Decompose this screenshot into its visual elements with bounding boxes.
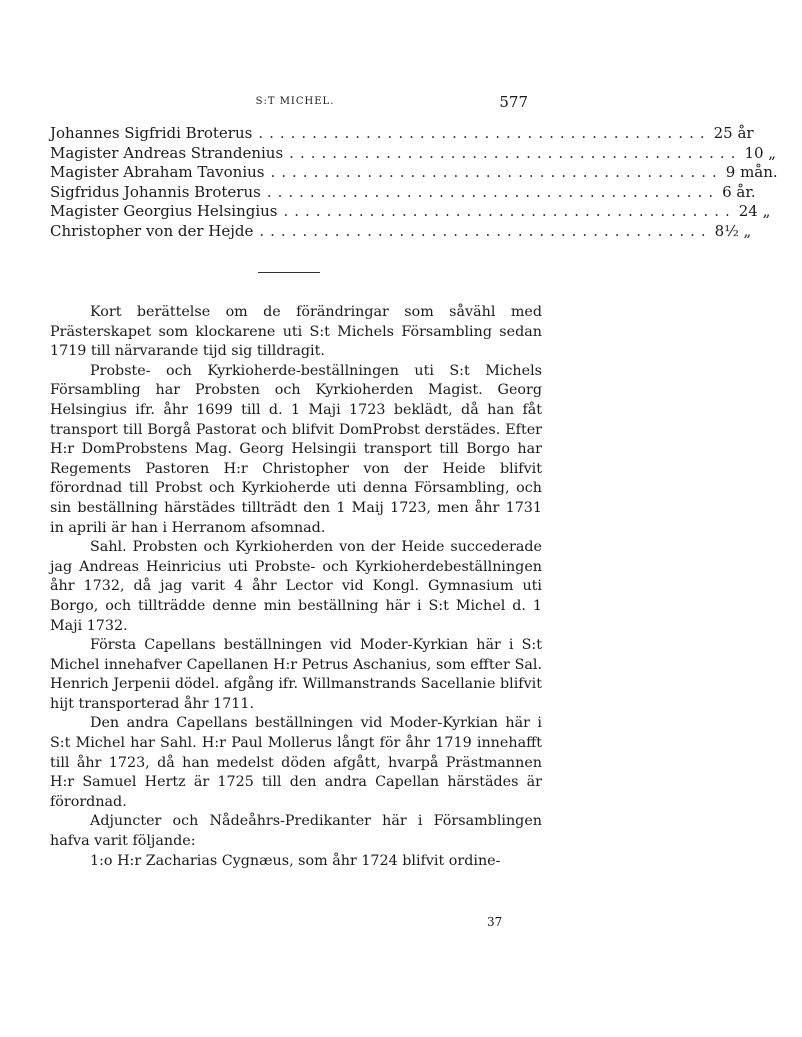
clergy-tenure-list — [50, 124, 778, 241]
list-item — [50, 124, 754, 144]
paragraph: Första Capellans beställningen vid Moder-Kyrkian här i S:t Michel innehafver Capellanen H:r Petrus Aschanius, som effter Sal. Henrich Jerpenii dödel. afgång ifr. Willmanstrands Sacellanie blifvit hijt transporterad åhr 1711. — [50, 637, 542, 712]
paragraph: 1:o H:r Zacharias Cygnæus, som åhr 1724 blifvit ordine- — [90, 852, 501, 869]
paragraph: Sahl. Probsten och Kyrkioherden von der Heide succederade jag Andreas Heinricius uti Probste- och Kyrkioherdebeställningen åhr 1732, då jag varit 4 åhr Lector vid Kongl. Gymnasium uti Borgo, och tillträdde denne min beställning här i S:t Michel d. 1 Maji 1732. — [50, 539, 542, 634]
list-item — [50, 163, 778, 183]
paragraph: Kort berättelse om de förändringar som såvähl med Prästerskapet som klockarene uti S:t Michels Försambling sedan 1719 till närvarande tijd sig tilldragit. — [50, 304, 542, 360]
leader-dots: .......................................... — [258, 124, 711, 142]
page-number: 577 — [499, 93, 528, 111]
section-divider — [258, 272, 320, 273]
signature-mark: 37 — [487, 915, 503, 929]
list-item-value: 8½ „ — [714, 221, 752, 240]
paragraph: Adjuncter och Nådeåhrs-Predikanter här i Församblingen hafva varit följande: — [50, 813, 542, 850]
list-item-name: Magister Abraham Tavonius — [50, 163, 265, 181]
list-item — [50, 143, 777, 164]
list-item-name: Christopher von der Hejde — [50, 221, 254, 240]
list-item-value: 24 „ — [738, 202, 771, 220]
paragraph: Den andra Capellans beställningen vid Moder-Kyrkian här i S:t Michel har Sahl. H:r Paul Mollerus långt för åhr 1719 innehafft till åhr 1723, då han medelst döden afgått, hvarpå Prästmannen H:r Samuel Hertz är 1725 till den andra Capellan härstädes är förordnad. — [50, 715, 542, 810]
list-item-value: 9 mån. — [725, 163, 778, 181]
leader-dots: .......................................... — [283, 202, 736, 220]
paragraph: Probste- och Kyrkioherde-beställningen uti S:t Michels Försambling har Probsten och Kyrkioherden Magist. Georg Helsingius ifr. åhr 1699 till d. 1 Maji 1723 beklädt, då han fåt transport till Borgå Pastorat och blifvit DomProbst derstädes. Efter H:r DomProbstens Mag. Georg Helsingii transport till Borgo har Regements Pastoren H:r Christopher von der Heide blifvit förordnad till Probst och Kyrkioherde uti denna Försambling, och sin beställning härstädes tillträdt den 1 Maij 1723, men åhr 1731 in aprili är han i Herranom afsomnad. — [50, 362, 542, 536]
leader-dots: .......................................... — [270, 163, 723, 181]
list-item-value: 6 år. — [722, 182, 756, 201]
list-item-name: Magister Georgius Helsingius — [50, 202, 278, 220]
running-header — [50, 93, 540, 113]
running-title: S:T MICHEL. — [255, 96, 335, 107]
list-item-value: 10 „ — [744, 143, 777, 162]
list-item-name: Sigfridus Johannis Broterus — [50, 182, 261, 201]
list-item-value: 25 år — [713, 124, 754, 142]
list-item — [50, 182, 756, 203]
list-item-name: Johannes Sigfridi Broterus — [50, 124, 253, 142]
leader-dots: .......................................... — [266, 182, 720, 201]
leader-dots: .......................................... — [289, 143, 742, 162]
list-item — [50, 202, 771, 222]
list-item — [50, 221, 752, 242]
leader-dots: .......................................... — [259, 221, 712, 240]
list-item-name: Magister Andreas Strandenius — [50, 143, 284, 162]
body-text — [50, 303, 542, 871]
